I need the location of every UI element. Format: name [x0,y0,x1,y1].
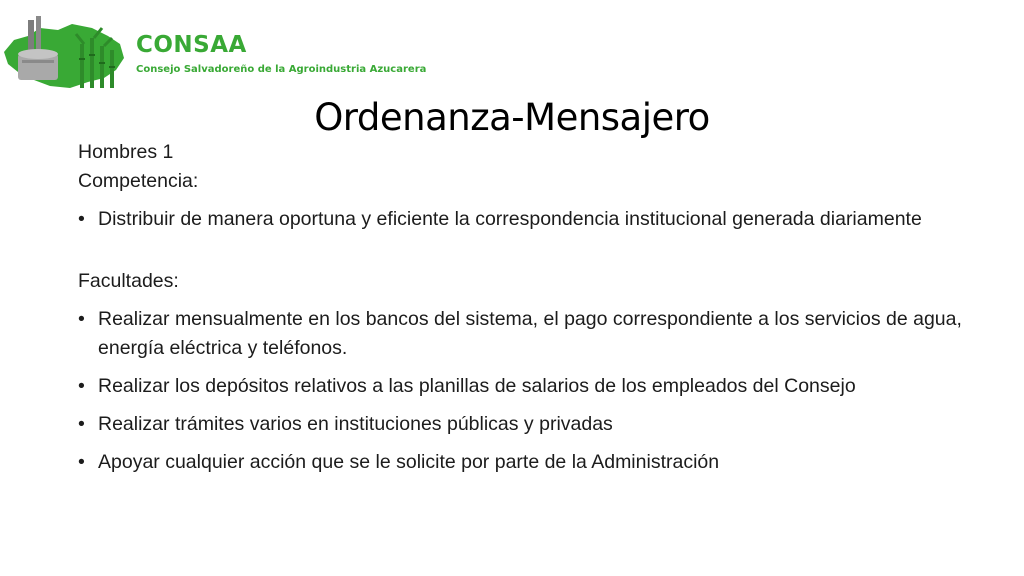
competence-item-text: Distribuir de manera oportuna y eficiente la correspondencia institucional generada diariamente [98,208,922,230]
slide-title: Ordenanza-Mensajero [314,96,710,139]
faculty-item-text: Apoyar cualquier acción que se le solicite por parte de la Administración [98,451,720,473]
sugar-mill-logo-icon [0,14,128,94]
bullet-icon: • [78,208,85,230]
faculties-heading: Facultades: [78,270,179,292]
slide-content [78,138,978,477]
faculties-list [78,305,978,477]
list-item [78,372,978,401]
bullet-icon: • [78,375,85,397]
competence-heading: Competencia: [78,170,199,192]
list-item [78,205,978,234]
list-item [78,410,978,439]
logo-name: CONSAA [136,32,247,58]
faculty-item-text: Realizar los depósitos relativos a las planillas de salarios de los empleados del Consejo [98,375,856,397]
bullet-icon: • [78,413,85,435]
faculty-item-text: Realizar trámites varios en instituciones públicas y privadas [98,413,613,435]
competence-list [78,205,978,234]
bullet-icon: • [78,308,85,330]
bullet-icon: • [78,451,85,473]
list-item [78,305,978,363]
logo-tagline: Consejo Salvadoreño de la Agroindustria Azucarera [136,64,427,75]
men-count-line: Hombres 1 [78,141,174,163]
faculty-item-text: Realizar mensualmente en los bancos del sistema, el pago correspondiente a los servicios de agua, energía eléctrica y teléfonos. [98,308,962,359]
list-item [78,448,978,477]
consaa-logo [0,14,440,94]
